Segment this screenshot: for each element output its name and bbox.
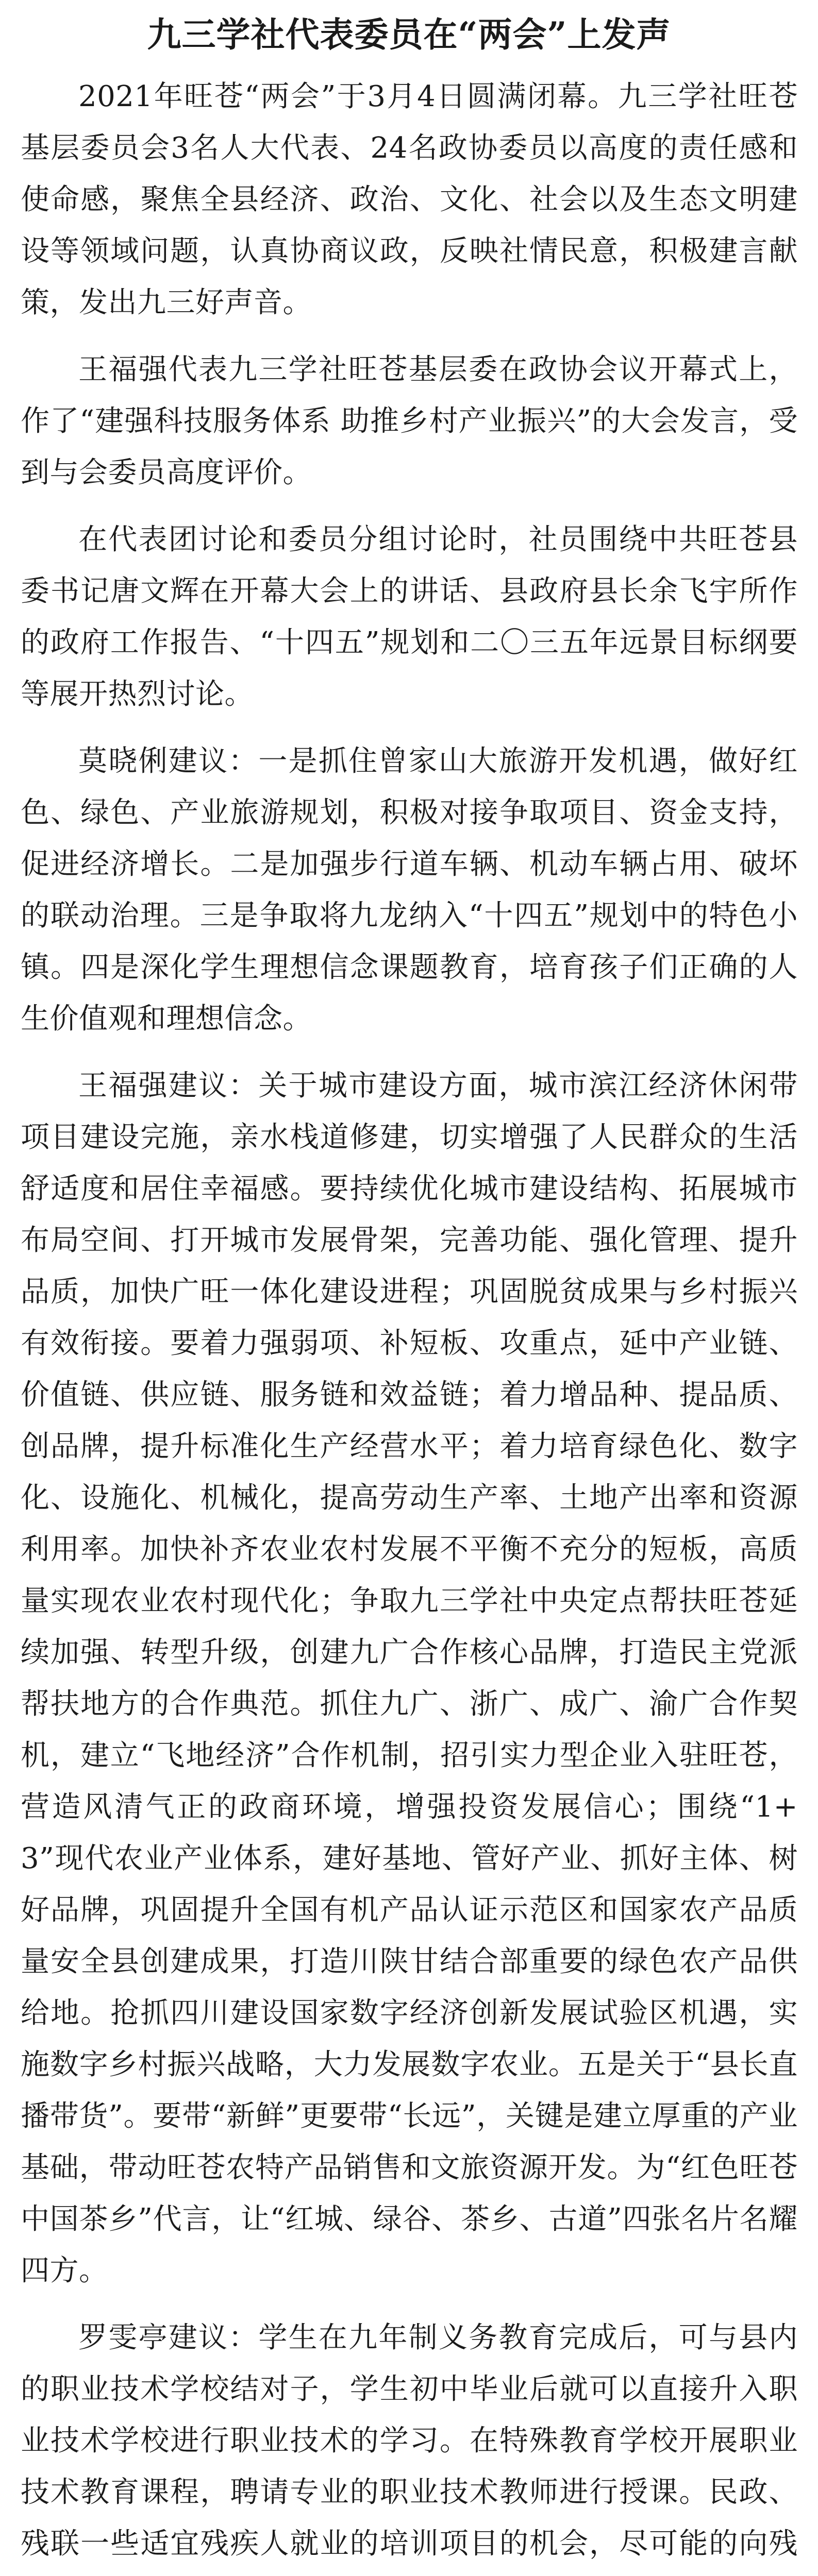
paragraph-proposal-wang: 王福强建议：关于城市建设方面，城市滨江经济休闲带项目建设完施，亲水栈道修建，切实增强了人民群众的生活舒适度和居住幸福感。要持续优化城市建设结构、拓展城市布局空间、打开城市发展骨架，完善功能、强化管理、提升品质，加快广旺一体化建设进程；巩固脱贫成果与乡村振兴有效衔接。要着力强弱项、补短板、攻重点，延中产业链、价值链、供应链、服务链和效益链；着力增品种、提品质、创品牌，提升标准化生产经营水平；着力培育绿色化、数字化、设施化、机械化，提高劳动生产率、土地产出率和资源利用率。加快补齐农业农村发展不平衡不充分的短板，高质量实现农业农村现代化；争取九三学社中央定点帮扶旺苍延续加强、转型升级，创建九广合作核心品牌，打造民主党派帮扶地方的合作典范。抓住九广、浙广、成广、渝广合作契机，建立“飞地经济”合作机制，招引实力型企业入驻旺苍，营造风清气正的政商环境，增强投资发展信心；围绕“1+3”现代农业产业体系，建好基地、管好产业、抓好主体、树好品牌，巩固提升全国有机产品认证示范区和国家农产品质量安全县创建成果，打造川陕甘结合部重要的绿色农产品供给地。抢抓四川建设国家数字经济创新发展试验区机遇，实施数字乡村振兴战略，大力发展数字农业。五是关于“县长直播带货”。要带“新鲜”更要带“长远”，关键是建立厚重的产业基础，带动旺苍农特产品销售和文旅资源开发。为“红色旺苍 中国茶乡”代言，让“红城、绿谷、茶乡、古道”四张名片名耀四方。	[21, 1069, 798, 2287]
paragraph-speech: 王福强代表九三学社旺苍基层委在政协会议开幕式上，作了“建强科技服务体系 助推乡村产业振兴”的大会发言，受到与会委员高度评价。	[21, 353, 798, 489]
paragraph-discussion: 在代表团讨论和委员分组讨论时，社员围绕中共旺苍县委书记唐文辉在开幕大会上的讲话、县政府县长余飞宇所作的政府工作报告、“十四五”规划和二〇三五年远景目标纲要等展开热烈讨论。	[21, 523, 798, 711]
article-title: 九三学社代表委员在“两会”上发声	[147, 14, 671, 55]
paragraph-proposal-mo: 莫晓俐建议：一是抓住曾家山大旅游开发机遇，做好红色、绿色、产业旅游规划，积极对接争取项目、资金支持，促进经济增长。二是加强步行道车辆、机动车辆占用、破坏的联动治理。三是争取将九龙纳入“十四五”规划中的特色小镇。四是深化学生理想信念课题教育，培育孩子们正确的人生价值观和理想信念。	[21, 744, 798, 1036]
article-body	[21, 71, 798, 2576]
paragraph-proposal-luo: 罗雯亭建议：学生在九年制义务教育完成后，可与县内的职业技术学校结对子，学生初中毕业后就可以直接升入职业技术学校进行职业技术的学习。在特殊教育学校开展职业技术教育课程，聘请专业的职业技术教师进行授课。民政、残联一些适宜残疾人就业的培训项目的机会，尽可能的向残	[21, 2321, 798, 2561]
paragraph-intro: 2021年旺苍“两会”于3月4日圆满闭幕。九三学社旺苍基层委员会3名人大代表、24名政协委员以高度的责任感和使命感，聚焦全县经济、政治、文化、社会以及生态文明建设等领域问题，认真协商议政，反映社情民意，积极建言献策，发出九三好声音。	[21, 80, 798, 319]
